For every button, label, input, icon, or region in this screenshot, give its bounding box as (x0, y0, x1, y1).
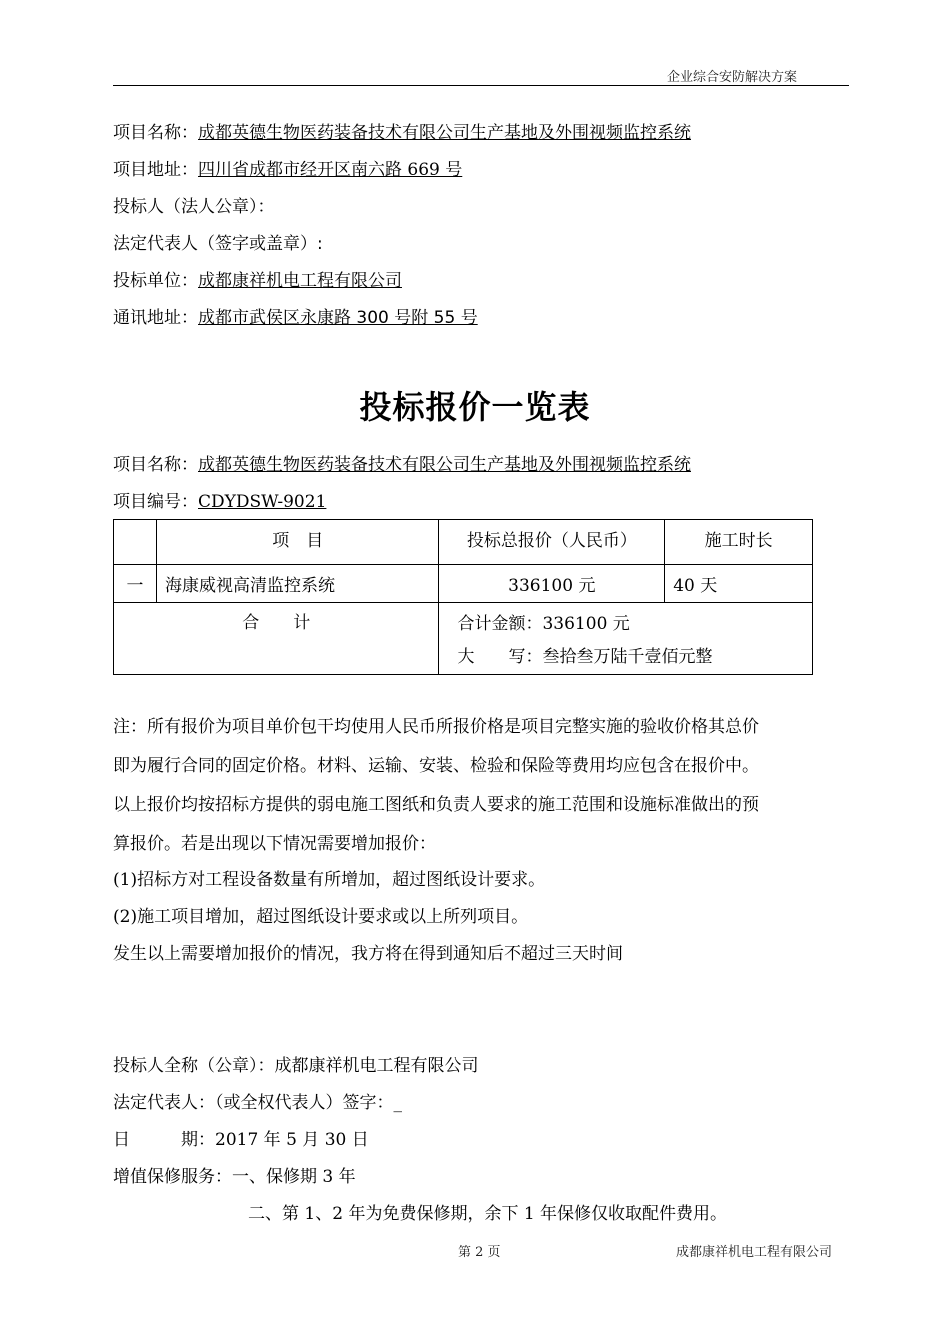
info-label: 法定代表人（签字或盖章）: (113, 234, 323, 254)
info-value: 四川省成都市经开区南六路 669 号 (198, 160, 463, 180)
quote-table (113, 519, 813, 675)
quote-title: 投标报价一览表 (359, 388, 591, 426)
footer-company: 成都康祥机电工程有限公司 (676, 1245, 833, 1260)
signature-date (113, 1125, 369, 1150)
project-name-value: 成都英德生物医药装备技术有限公司生产基地及外围视频监控系统 (198, 455, 691, 475)
note-line: (1)招标方对工程设备数量有所增加，超过图纸设计要求。 (113, 870, 546, 890)
signature-bidder: 投标人全称（公章）：成都康祥机电工程有限公司 (113, 1056, 479, 1076)
table-header-duration: 施工时长 (665, 520, 813, 565)
info-label: 项目地址： (113, 160, 198, 180)
row-price: 336100 元 (439, 565, 665, 603)
info-legal-rep (113, 229, 323, 254)
table-header-index (114, 520, 157, 565)
info-value: 成都康祥机电工程有限公司 (198, 271, 402, 291)
info-bidding-unit (113, 266, 402, 291)
date-label: 日 期： (113, 1130, 215, 1150)
table-header-item: 项 目 (156, 520, 439, 565)
info-project-name (113, 118, 691, 143)
table-row (114, 565, 813, 603)
table-total-row (114, 603, 813, 675)
header-divider (113, 85, 849, 86)
note-line: (2)施工项目增加，超过图纸设计要求或以上所列项目。 (113, 907, 529, 927)
project-name-label: 项目名称： (113, 455, 198, 475)
project-name-line (113, 450, 691, 475)
note-line: 发生以上需要增加报价的情况，我方将在得到通知后不超过三天时间 (113, 944, 623, 964)
row-item: 海康威视高清监控系统 (156, 565, 439, 603)
info-mailing-address (113, 303, 478, 328)
total-label: 合 计 (114, 603, 439, 675)
total-amount-words: 大 写：叁拾叁万陆千壹佰元整 (457, 647, 713, 667)
info-bidder-seal (113, 192, 275, 217)
note-line: 即为履行合同的固定价格。材料、运输、安装、检验和保险等费用均应包含在报价中。 (113, 756, 759, 776)
header-title: 企业综合安防解决方案 (667, 70, 798, 85)
note-line: 算报价。若是出现以下情况需要增加报价： (113, 834, 436, 854)
note-line: 以上报价均按招标方提供的弱电施工图纸和负责人要求的施工范围和设施标准做出的预 (113, 795, 759, 815)
footer-page-number: 第 2 页 (458, 1245, 501, 1260)
total-values (439, 603, 813, 675)
project-number-line (113, 487, 326, 512)
info-project-address (113, 155, 462, 180)
table-header-row (114, 520, 813, 565)
total-amount: 合计金额：336100 元 (457, 614, 630, 634)
info-label: 投标单位： (113, 271, 198, 291)
signature-rep: 法定代表人：（或全权代表人）签字：_ (113, 1093, 402, 1113)
table-header-price: 投标总报价（人民币） (439, 520, 665, 565)
note-line: 注：所有报价为项目单价包干均使用人民币所报价格是项目完整实施的验收价格其总价 (113, 717, 759, 737)
row-index: 一 (114, 565, 157, 603)
project-number-label: 项目编号： (113, 492, 198, 512)
row-duration: 40 天 (665, 565, 813, 603)
warranty-line-2: 二、第 1、2 年为免费保修期，余下 1 年保修仅收取配件费用。 (248, 1204, 728, 1224)
date-value: 2017 年 5 月 30 日 (215, 1130, 369, 1150)
info-label: 通讯地址： (113, 308, 198, 328)
warranty-line-1: 增值保修服务：一、保修期 3 年 (113, 1167, 356, 1187)
info-value: 成都市武侯区永康路 300 号附 55 号 (198, 308, 478, 328)
project-number-value: CDYDSW-9021 (198, 492, 327, 512)
info-label: 项目名称： (113, 123, 198, 143)
info-value: 成都英德生物医药装备技术有限公司生产基地及外围视频监控系统 (198, 123, 691, 143)
info-label: 投标人（法人公章）： (113, 197, 275, 217)
